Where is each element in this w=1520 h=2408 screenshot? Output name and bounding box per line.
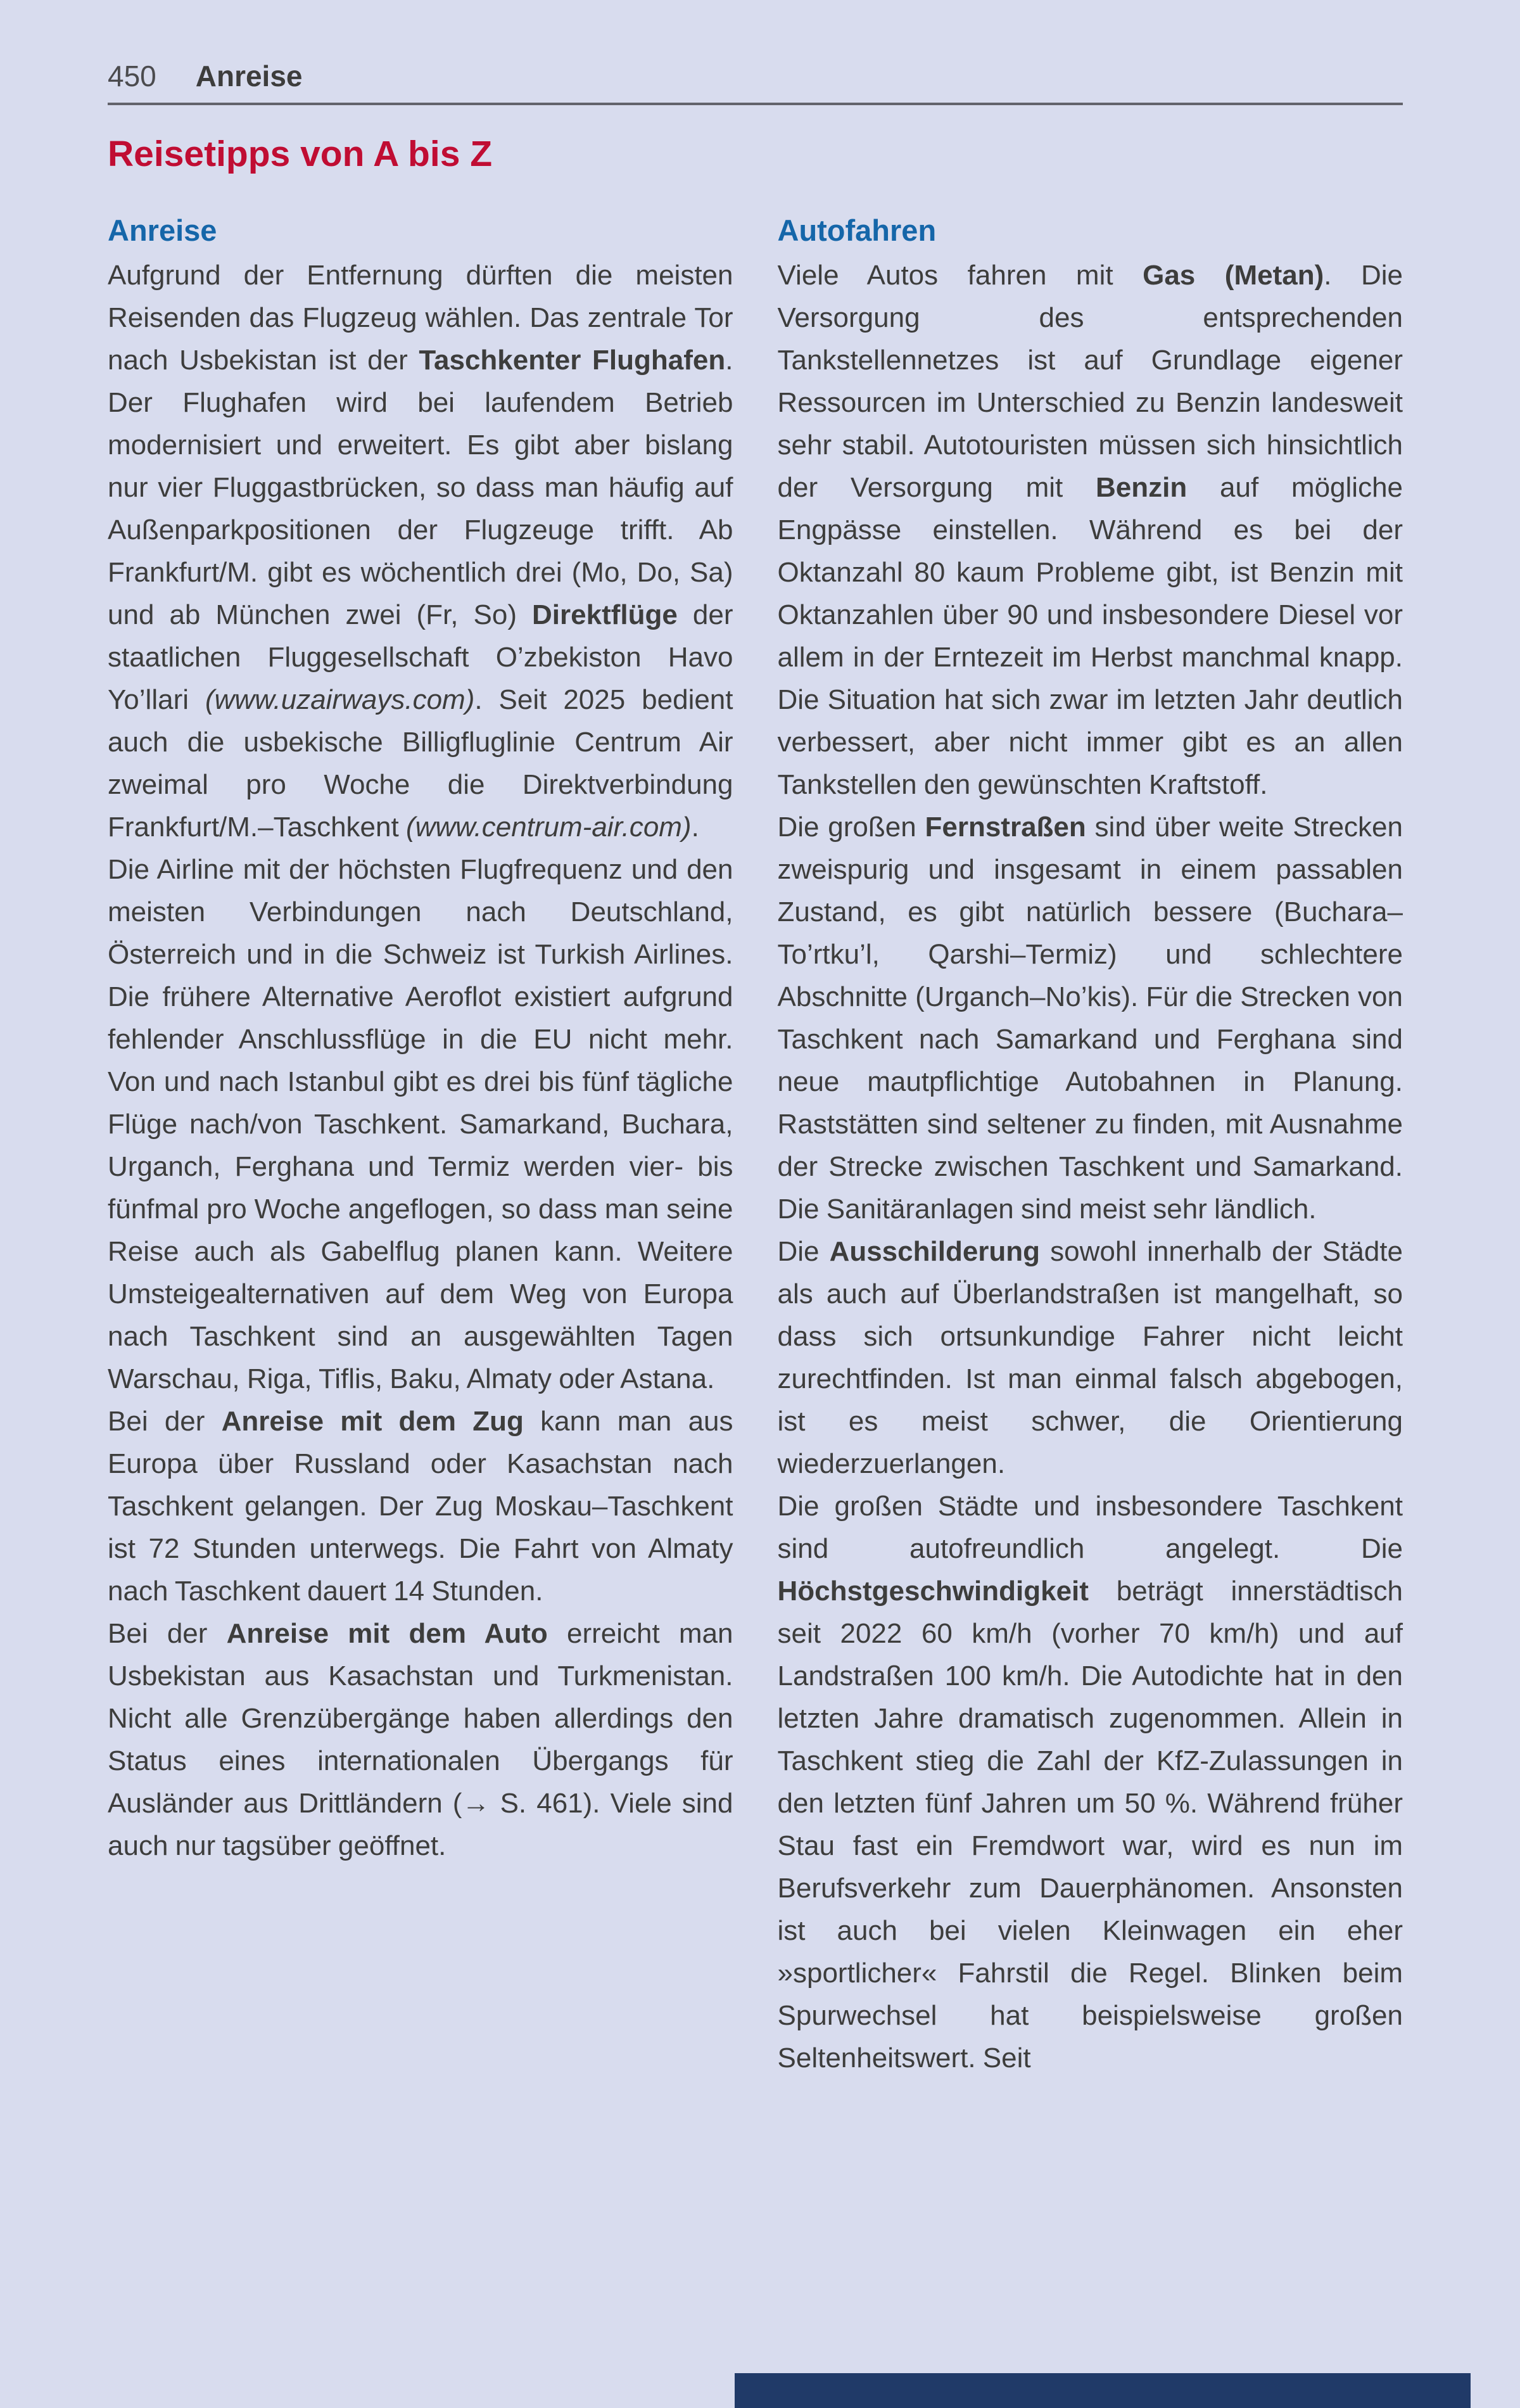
text-run: kann man aus Europa über Russland oder Kasachstan nach Taschkent gelangen. Der Zug Moskau–Taschkent ist 72 Stunden unterwegs. Die Fahrt von Almaty nach Taschkent dauert 14 Stunden. <box>108 1405 733 1607</box>
page-title: Reisetipps von A bis Z <box>108 133 493 174</box>
text-run: sind über weite Strecken zweispurig und insgesamt in einem passablen Zustand, es gibt natürlich bessere (Buchara–To’rtku’l, Qarshi–Termiz) und schlechtere Abschnitte (Urganch–No’kis). Für die Strecken von Taschkent nach Samarkand und Ferghana sind neue mautpflichtige Autobahnen in Planung. Raststätten sind seltener zu finden, mit Ausnahme der Strecke zwischen Taschkent und Samarkand. Die Sanitäranlagen sind meist sehr ländlich. <box>777 811 1403 1225</box>
text-run: sowohl innerhalb der Städte als auch auf Überlandstraßen ist mangelhaft, so dass sich ortsunkundige Fahrer nicht leicht zurechtfinden. Ist man einmal falsch abgebogen, ist es meist schwer, die Orientierung wiederzuerlangen. <box>777 1235 1403 1479</box>
text-run: Taschkenter Flughafen <box>419 344 726 376</box>
text-run: Direktflüge <box>532 599 678 630</box>
text-run: der staatlichen Fluggesellschaft O’zbekiston Havo Yo’llari <box>108 599 733 715</box>
paragraph <box>778 806 1403 1230</box>
page-number: 450 <box>108 60 156 92</box>
text-run: Höchstgeschwindigkeit <box>777 1575 1089 1607</box>
paragraph <box>778 254 1403 806</box>
column-left <box>108 213 733 2079</box>
text-run: erreicht man Usbekistan aus Kasachstan und Turkmenistan. Nicht alle Grenzübergänge haben allerdings den Status eines internationalen Übergangs für Ausländer aus Drittländern (→ S. 461). Viele sind auch nur tagsüber geöffnet. <box>108 1617 733 1861</box>
text-run: Anreise mit dem Zug <box>221 1405 524 1437</box>
text-run: Benzin <box>1096 471 1188 503</box>
text-run: Viele Autos fahren mit <box>777 259 1143 291</box>
running-header-label: Anreise <box>195 60 303 92</box>
text-run: Gas (Metan) <box>1143 259 1324 291</box>
text-run: Die großen Städte und insbesondere Taschkent sind autofreundlich angelegt. Die <box>777 1490 1403 1564</box>
paragraph <box>778 1485 1403 2079</box>
text-run: Die <box>777 1235 830 1267</box>
text-run: Bei der <box>108 1617 227 1649</box>
paragraph <box>108 254 733 848</box>
text-run: Die großen <box>777 811 925 843</box>
column-right <box>778 213 1403 2079</box>
text-run: . Seit 2025 bedient auch die usbekische Billigfluglinie Centrum Air zweimal pro Woche die Direktverbindung Frankfurt/M.–Taschkent <box>108 684 733 843</box>
text-run: . Die Versorgung des entsprechenden Tankstellennetzes ist auf Grundlage eigener Ressourcen im Unterschied zu Benzin landesweit sehr stabil. Autotouristen müssen sich hinsichtlich der Versorgung mit <box>777 259 1403 503</box>
text-run: Ausschilderung <box>829 1235 1041 1267</box>
two-column-body <box>108 213 1403 2079</box>
text-run: . <box>691 811 699 843</box>
paragraphs-left <box>108 254 733 1867</box>
infobox-top-bar <box>735 2373 1471 2408</box>
text-run: (www.centrum-air.com) <box>405 811 692 843</box>
header-rule <box>108 103 1403 105</box>
section-heading-autofahren: Autofahren <box>777 213 937 248</box>
text-run: Aufgrund der Entfernung dürften die meisten Reisenden das Flugzeug wählen. Das zentrale Tor nach Usbekistan ist der <box>108 259 733 376</box>
page-header <box>108 60 1403 174</box>
running-head <box>108 60 1403 92</box>
text-run: (www.uzairways.com) <box>205 684 475 715</box>
paragraph <box>778 1230 1403 1485</box>
text-run: Bei der <box>108 1405 222 1437</box>
paragraph <box>108 848 733 1400</box>
text-run: Die Airline mit der höchsten Flugfrequenz und den meisten Verbindungen nach Deutschland, Österreich und in die Schweiz ist Turkish Airlines. Die frühere Alternative Aeroflot existiert aufgrund fehlender Anschlussflüge in die EU nicht mehr. Von und nach Istanbul gibt es drei bis fünf tägliche Flüge nach/von Taschkent. Samarkand, Buchara, Urganch, Ferghana und Termiz werden vier- bis fünfmal pro Woche angeflogen, so dass man seine Reise auch als Gabelflug planen kann. Weitere Umsteigealternativen auf dem Weg von Europa nach Taschkent sind an ausgewählten Tagen Warschau, Riga, Tiflis, Baku, Almaty oder Astana. <box>108 853 733 1394</box>
text-run: . Der Flughafen wird bei laufendem Betrieb modernisiert und erweitert. Es gibt aber bislang nur vier Fluggastbrücken, so dass man häufig auf Außenparkpositionen der Flugzeuge trifft. Ab Frankfurt/M. gibt es wöchentlich drei (Mo, Do, Sa) und ab München zwei (Fr, So) <box>108 344 733 630</box>
section-heading-anreise: Anreise <box>108 213 217 248</box>
text-run: Fernstraßen <box>925 811 1086 843</box>
paragraph <box>108 1612 733 1867</box>
paragraph <box>108 1400 733 1612</box>
text-run: auf mögliche Engpässe einstellen. Während es bei der Oktanzahl 80 kaum Probleme gibt, ist Benzin mit Oktanzahlen über 90 und insbesondere Diesel vor allem in der Erntezeit im Herbst manchmal knapp. Die Situation hat sich zwar im letzten Jahr deutlich verbessert, aber nicht immer gibt es an allen Tankstellen den gewünschten Kraftstoff. <box>777 471 1403 800</box>
text-run: beträgt innerstädtisch seit 2022 60 km/h (vorher 70 km/h) und auf Landstraßen 100 km/h. Die Autodichte hat in den letzten Jahre dramatisch zugenommen. Allein in Taschkent stieg die Zahl der KfZ-Zulassungen in den letzten fünf Jahren um 50 %. Während früher Stau fast ein Fremdwort war, wird es nun im Berufsverkehr zum Dauerphänomen. Ansonsten ist auch bei vielen Kleinwagen ein eher »sportlicher« Fahrstil die Regel. Blinken beim Spurwechsel hat beispielsweise großen Seltenheitswert. Seit <box>777 1575 1403 2074</box>
paragraphs-right <box>778 254 1403 2079</box>
text-run: Anreise mit dem Auto <box>226 1617 548 1649</box>
